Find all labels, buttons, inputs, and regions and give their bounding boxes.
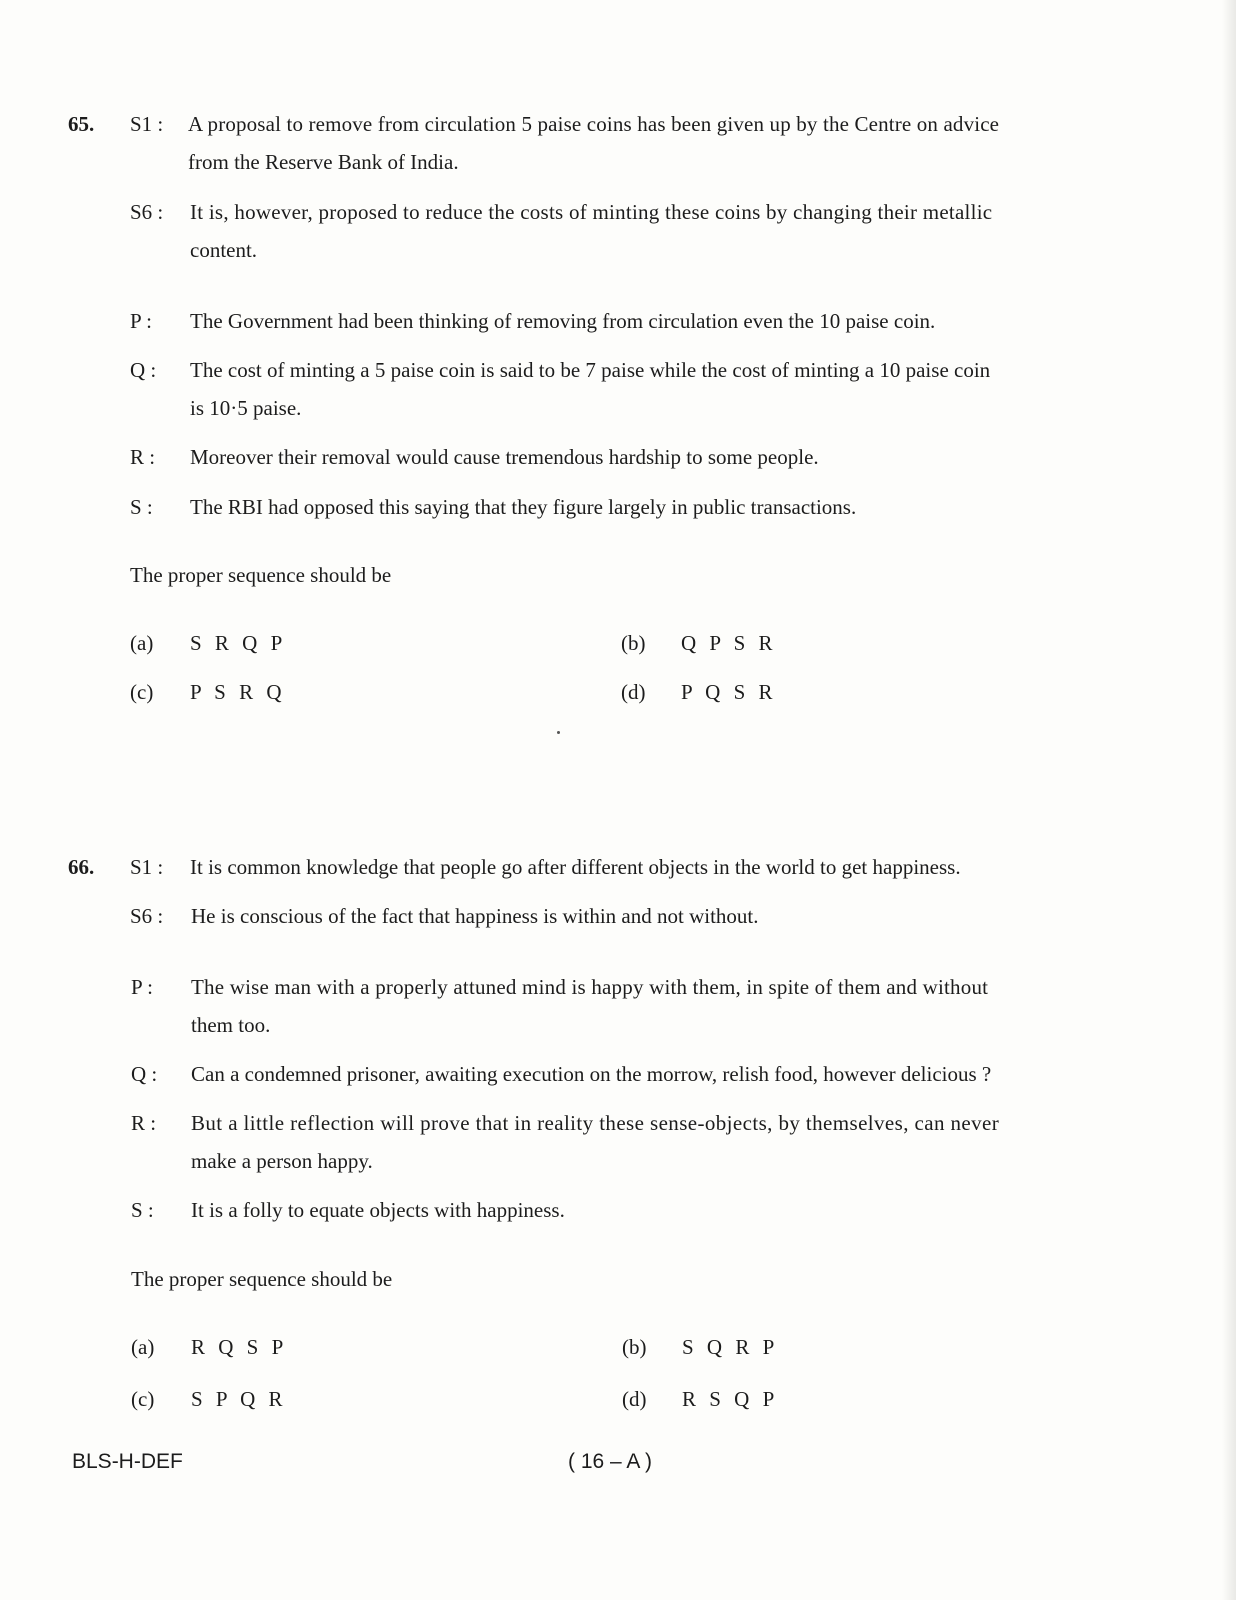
- s1-label: S1 :: [130, 855, 164, 879]
- part-s-label: S :: [130, 495, 153, 519]
- s6-text-line: content.: [190, 238, 258, 262]
- option-d-label: (d): [621, 680, 646, 704]
- option-b-label: (b): [622, 1335, 647, 1359]
- part-s-label: S :: [131, 1198, 154, 1222]
- part-p-label: P :: [130, 309, 152, 333]
- s1-text-line: A proposal to remove from circulation 5 paise coins has been given up by the Centre on advice: [188, 112, 1000, 136]
- part-p-label: P :: [131, 975, 153, 999]
- option-b-label: (b): [621, 631, 646, 655]
- s1-label: S1 :: [130, 112, 164, 136]
- part-r-text: But a little reflection will prove that in reality these sense-objects, by themselves, can never: [191, 1111, 1000, 1135]
- s1-text-line: from the Reserve Bank of India.: [188, 150, 459, 174]
- s6-text-line: It is, however, proposed to reduce the costs of minting these coins by changing their metallic: [190, 200, 993, 224]
- option-a-value: S R Q P: [190, 631, 287, 655]
- part-p-text: The wise man with a properly attuned mind is happy with them, in spite of them and without: [191, 975, 989, 999]
- option-d-value: P Q S R: [681, 680, 777, 704]
- option-c-label: (c): [130, 680, 154, 704]
- part-r-text: Moreover their removal would cause tremendous hardship to some people.: [190, 445, 819, 469]
- sequence-prompt: The proper sequence should be: [130, 563, 392, 587]
- option-c-value: S P Q R: [191, 1387, 287, 1411]
- scan-speck: [557, 731, 560, 734]
- option-c-value: P S R Q: [190, 680, 286, 704]
- option-a-label: (a): [130, 631, 154, 655]
- question-number: 66.: [68, 855, 95, 879]
- option-b-value: Q P S R: [681, 631, 777, 655]
- part-q-text: is 10·5 paise.: [190, 396, 302, 420]
- scan-edge-shadow: [1222, 0, 1236, 1600]
- s6-label: S6 :: [130, 200, 164, 224]
- part-p-text: them too.: [191, 1013, 271, 1037]
- s6-text-line: He is conscious of the fact that happiness is within and not without.: [191, 904, 759, 928]
- part-q-text: Can a condemned prisoner, awaiting execution on the morrow, relish food, however delicious ?: [191, 1062, 992, 1086]
- part-r-label: R :: [130, 445, 156, 469]
- sequence-prompt: The proper sequence should be: [131, 1267, 393, 1291]
- part-r-text: make a person happy.: [191, 1149, 373, 1173]
- part-q-text: The cost of minting a 5 paise coin is said to be 7 paise while the cost of minting a 10 paise coin: [190, 358, 991, 382]
- part-p-text: The Government had been thinking of removing from circulation even the 10 paise coin.: [190, 309, 936, 333]
- option-d-value: R S Q P: [682, 1387, 779, 1411]
- option-c-label: (c): [131, 1387, 155, 1411]
- part-s-text: It is a folly to equate objects with happiness.: [191, 1198, 565, 1222]
- part-q-label: Q :: [131, 1062, 158, 1086]
- option-b-value: S Q R P: [682, 1335, 779, 1359]
- option-d-label: (d): [622, 1387, 647, 1411]
- paper-code: BLS-H-DEF: [72, 1450, 183, 1473]
- part-r-label: R :: [131, 1111, 157, 1135]
- part-q-label: Q :: [130, 358, 157, 382]
- s6-label: S6 :: [130, 904, 164, 928]
- page-number: ( 16 – A ): [568, 1450, 653, 1473]
- option-a-value: R Q S P: [191, 1335, 288, 1359]
- question-number: 65.: [68, 112, 95, 136]
- s1-text-line: It is common knowledge that people go after different objects in the world to get happiness.: [190, 855, 961, 879]
- option-a-label: (a): [131, 1335, 155, 1359]
- part-s-text: The RBI had opposed this saying that they figure largely in public transactions.: [190, 495, 857, 519]
